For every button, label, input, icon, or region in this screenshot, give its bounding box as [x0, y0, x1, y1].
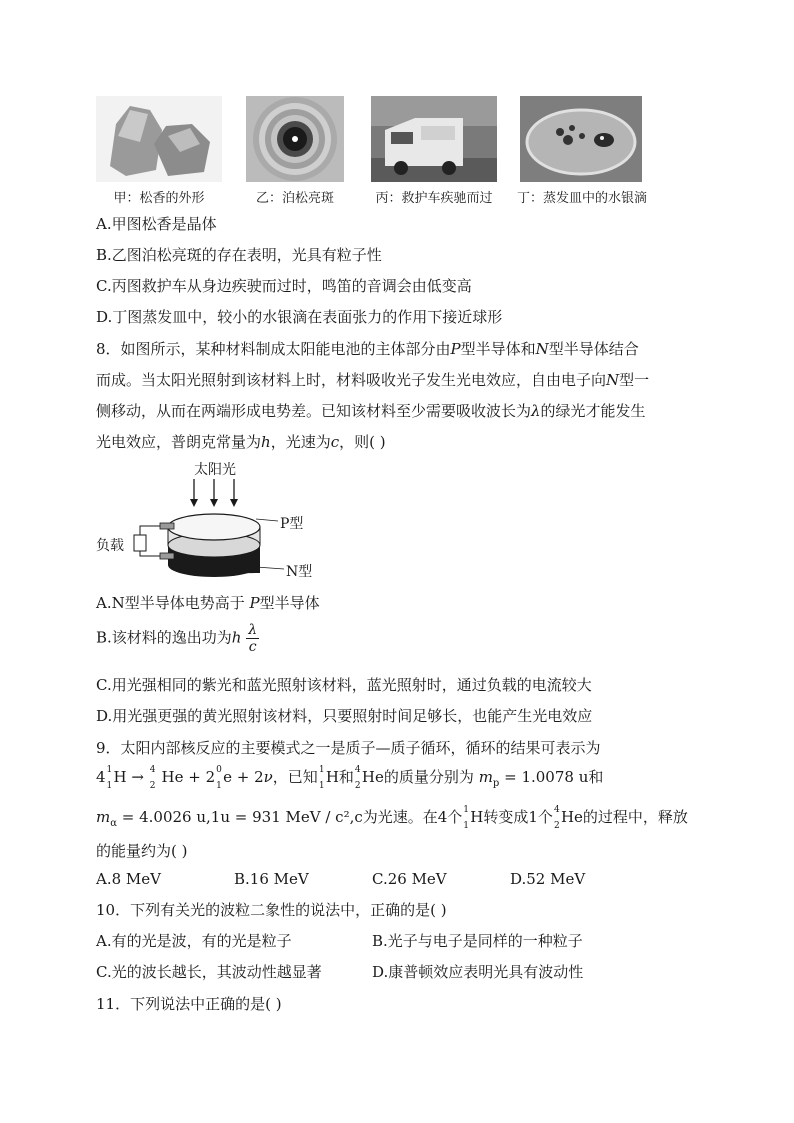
caption-jia: 甲：松香的外形 — [113, 191, 205, 206]
q8-option-d: D.用光强更强的黄光照射该材料，只要照射时间足够长，也能产生光电效应 — [96, 707, 593, 725]
figure-ptype-label: P型 — [280, 516, 304, 532]
q10-option-c: C.光的波长越长，其波动性越显著 — [96, 963, 322, 981]
q8-stem-line2: 而成。当太阳光照射到该材料上时，材料吸收光子发生光电效应，自由电子向N型一 — [96, 371, 650, 389]
q10-option-a: A.有的光是波，有的光是粒子 — [96, 932, 292, 950]
q8-option-c: C.用光强相同的紫光和蓝光照射该材料，蓝光照射时，通过负载的电流较大 — [96, 676, 592, 694]
q9-option-c: C.26 MeV — [372, 870, 447, 888]
figure-sunlight-label: 太阳光 — [194, 462, 236, 478]
caption-bing: 丙：救护车疾驰而过 — [375, 191, 493, 206]
q9-option-d: D.52 MeV — [510, 870, 586, 888]
figure-ntype-label: N型 — [286, 564, 313, 580]
figure-load-label: 负载 — [96, 538, 124, 554]
q9-stem-line4: 的能量约为( ) — [96, 842, 188, 860]
q7-option-c: C.丙图救护车从身边疾驶而过时，鸣笛的音调会由低变高 — [96, 277, 472, 295]
mercury-dish-photo — [520, 96, 642, 182]
caption-ding: 丁：蒸发皿中的水银滴 — [516, 191, 647, 206]
q10-stem: 10．下列有关光的波粒二象性的说法中，正确的是( ) — [96, 901, 447, 919]
ambulance-photo — [371, 96, 497, 182]
q7-option-d: D.丁图蒸发皿中，较小的水银滴在表面张力的作用下接近球形 — [96, 308, 503, 326]
rosin-photo — [96, 96, 222, 182]
caption-yi: 乙：泊松亮斑 — [255, 191, 334, 206]
q8-stem-line1: 8．如图所示，某种材料制成太阳能电池的主体部分由P型半导体和N型半导体结合 — [96, 340, 639, 358]
q9-stem-line3: $m_\alpha = 4.0026$ u,1u = 931 MeV / c²,c为光速。在4个 1 1 H转变成1个 4 2 He的过程中，释放 — [96, 805, 688, 831]
fraction-lambda-over-c: $\frac{\lambda}{c}$ — [248, 622, 258, 655]
q9-stem-line2: 4 1 1 H → 4 2 He + 2 0 1 e + 2ν，已知 1 1 H和 4 2 He的质量分别为 $m_p = 1.0078$ u和 — [96, 765, 604, 791]
q8-stem-line3: 侧移动，从而在两端形成电势差。已知该材料至少需要吸收波长为λ的绿光才能发生 — [96, 402, 646, 420]
q9-option-a: A.8 MeV — [96, 870, 161, 888]
q7-option-a: A.甲图松香是晶体 — [96, 215, 217, 233]
solar-cell-figure — [90, 455, 330, 585]
q9-option-b: B.16 MeV — [234, 870, 309, 888]
q9-stem-line1: 9．太阳内部核反应的主要模式之一是质子—质子循环，循环的结果可表示为 — [96, 739, 601, 757]
q7-option-b: B.乙图泊松亮斑的存在表明，光具有粒子性 — [96, 246, 382, 264]
q11-stem: 11．下列说法中正确的是( ) — [96, 995, 282, 1013]
q10-option-b: B.光子与电子是同样的一种粒子 — [372, 932, 583, 950]
q8-stem-line4: 光电效应，普朗克常量为h，光速为c，则( ) — [96, 433, 386, 451]
q8-option-b: B.该材料的逸出功为h $\frac{\lambda}{c}$ — [96, 622, 258, 655]
poisson-spot-photo — [246, 96, 344, 182]
q10-option-d: D.康普顿效应表明光具有波动性 — [372, 963, 584, 981]
q8-option-a: A.N型半导体电势高于 P型半导体 — [96, 594, 320, 612]
